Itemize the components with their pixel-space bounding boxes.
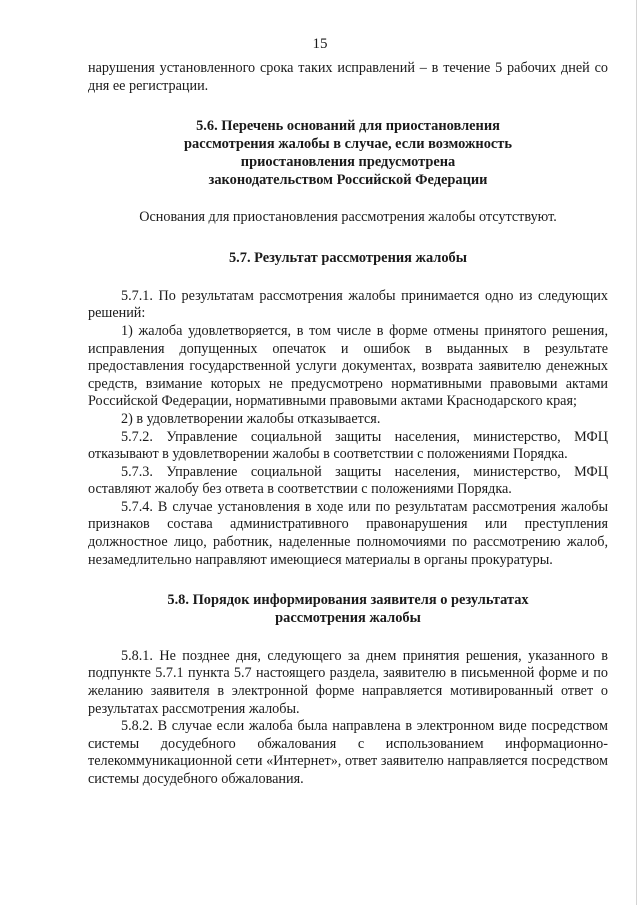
page-number: 15	[312, 36, 328, 52]
intro-continuation: нарушения установленного срока таких исправлений – в течение 5 рабочих дней со дня ее регистрации.	[88, 60, 608, 94]
heading-line: законодательством Российской Федерации	[208, 171, 488, 188]
decision-item-1: 1) жалоба удовлетворяется, в том числе в форме отмены принятого решения, исправления допущенных опечаток и ошибок в выданных в результате предоставления государственной услуги документах, возврата заявителю денежных средств, взимание которых не предусмотрено нормативными правовыми актами Российской Федерации, нормативными правовыми актами Краснодарского края;	[88, 322, 608, 410]
section-5-6-text: Основания для приостановления рассмотрения жалобы отсутствуют.	[139, 209, 557, 226]
paragraph-5-7-3: 5.7.3. Управление социальной защиты населения, министерство, МФЦ оставляют жалобу без ответа в соответствии с положениями Порядка.	[88, 463, 608, 498]
page-edge-line	[636, 0, 637, 905]
heading-line: 5.8. Порядок информирования заявителя о результатах	[167, 592, 529, 609]
paragraph-5-8-1: 5.8.1. Не позднее дня, следующего за днем принятия решения, указанного в подпункте 5.7.1 пункта 5.7 настоящего раздела, заявителю в письменной форме и по желанию заявителя в электронной форме направляется мотивированный ответ о результатах рассмотрения жалобы.	[88, 647, 608, 717]
decision-item-2: 2) в удовлетворении жалобы отказывается.	[121, 410, 381, 427]
paragraph-5-7-2: 5.7.2. Управление социальной защиты населения, министерство, МФЦ отказывают в удовлетворении жалобы в соответствии с положениями Порядка.	[88, 428, 608, 463]
section-5-8-heading	[88, 592, 608, 628]
heading-line: рассмотрения жалобы	[275, 610, 421, 627]
paragraph-5-7-4: 5.7.4. В случае установления в ходе или по результатам рассмотрения жалобы признаков состава административного правонарушения или преступления должностное лицо, работник, наделенные полномочиями по рассмотрению жалоб, незамедлительно направляют имеющиеся материалы в органы прокуратуры.	[88, 498, 608, 568]
paragraph-5-7-1: 5.7.1. По результатам рассмотрения жалобы принимается одно из следующих решений:	[88, 287, 608, 322]
document-body	[88, 60, 608, 789]
paragraph-5-8-2: 5.8.2. В случае если жалоба была направлена в электронном виде посредством системы досудебного обжалования с использованием информационно-телекоммуникационной сети «Интернет», ответ заявителю направляется посредством системы досудебного обжалования.	[88, 718, 608, 788]
heading-line: 5.6. Перечень оснований для приостановления	[196, 118, 500, 135]
section-5-6-heading	[88, 118, 608, 189]
section-5-7-heading: 5.7. Результат рассмотрения жалобы	[228, 249, 467, 266]
heading-line: рассмотрения жалобы в случае, если возможность	[184, 135, 512, 152]
heading-line: приостановления предусмотрена	[240, 153, 456, 170]
